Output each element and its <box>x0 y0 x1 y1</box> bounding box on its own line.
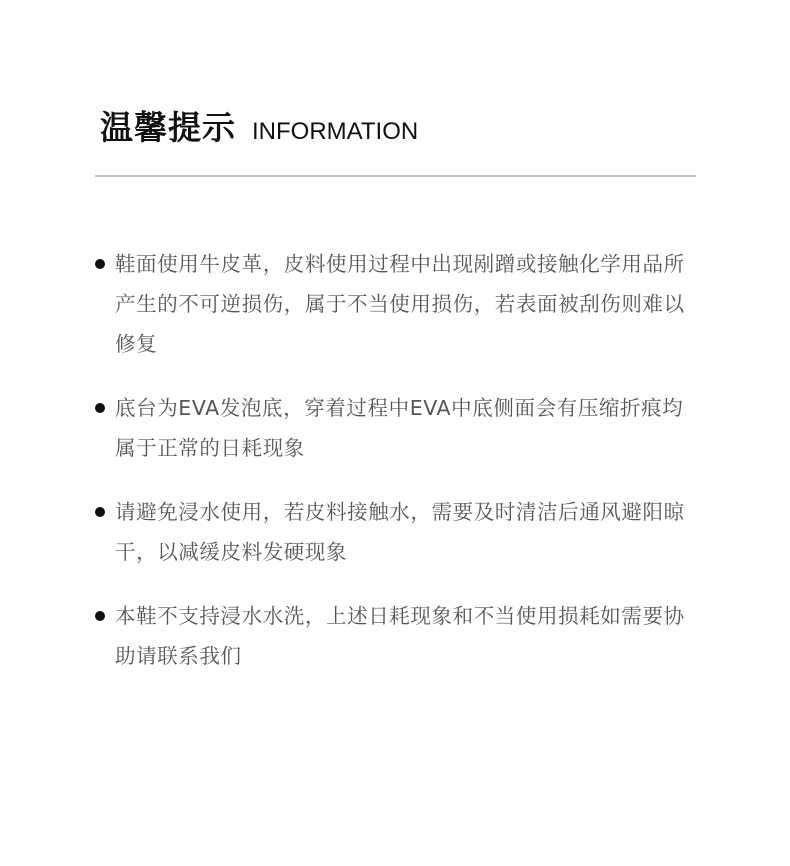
bullet-icon <box>95 611 105 621</box>
list-item <box>95 492 695 572</box>
bullet-icon <box>95 507 105 517</box>
header-divider <box>95 175 696 177</box>
tip-text: 请避免浸水使用，若皮料接触水，需要及时清洁后通风避阳晾干，以减缓皮料发硬现象 <box>115 500 685 564</box>
list-item <box>95 388 695 468</box>
bullet-icon <box>95 403 105 413</box>
tip-text: 本鞋不支持浸水水洗，上述日耗现象和不当使用损耗如需要协助请联系我们 <box>115 604 685 668</box>
bullet-icon <box>95 259 105 269</box>
page-header <box>100 102 418 149</box>
tip-text: 底台为EVA发泡底，穿着过程中EVA中底侧面会有压缩折痕均属于正常的日耗现象 <box>115 396 684 460</box>
tips-list <box>95 244 695 700</box>
page-title: 温馨提示 <box>100 108 236 147</box>
page-subtitle: INFORMATION <box>252 118 419 145</box>
list-item <box>95 596 695 676</box>
list-item <box>95 244 695 364</box>
tip-text: 鞋面使用牛皮革，皮料使用过程中出现剐蹭或接触化学用品所产生的不可逆损伤，属于不当使用损伤，若表面被刮伤则难以修复 <box>115 252 685 356</box>
